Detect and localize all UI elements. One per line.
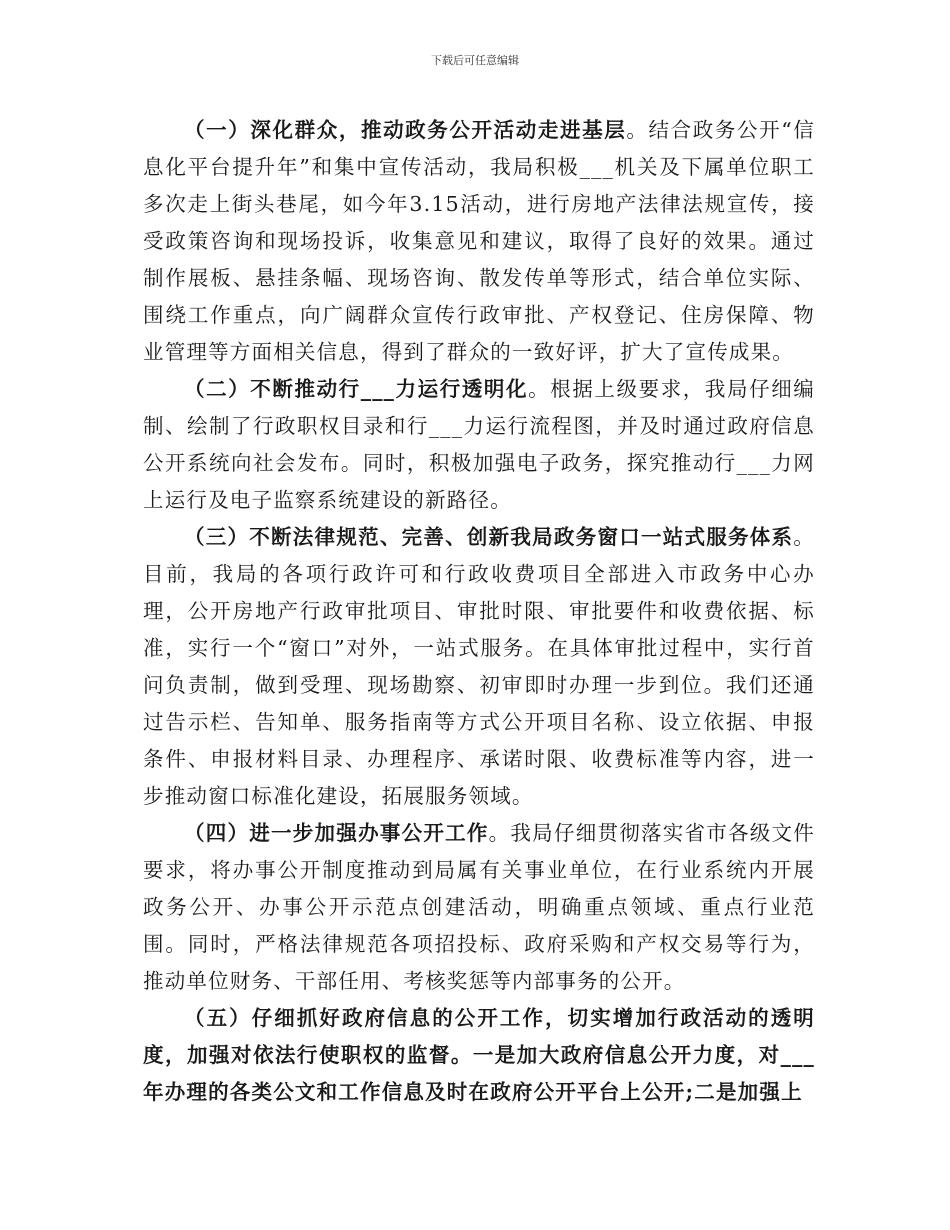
paragraph-2-heading: （二）不断推动行___力运行透明化: [184, 377, 529, 401]
paragraph-1-text: 。结合政务公开“信息化平台提升年”和集中宣传活动，我局积极___机关及下属单位职工多次走上街头巷尾，如今年3.15活动，进行房地产法律法规宣传，接受政策咨询和现场投诉，收集意见和建议，取得了良好的效果。通过制作展板、悬挂条幅、现场咨询、散发传单等形式，结合单位实际、围绕工作重点，向广阔群众宣传行政审批、产权登记、住房保障、物业管理等方面相关信息，得到了群众的一致好评，扩大了宣传成果。: [143, 118, 816, 364]
paragraph-3-text: 。目前，我局的各项行政许可和行政收费项目全部进入市政务中心办理，公开房地产行政审批项目、审批时限、审批要件和收费依据、标准，实行一个“窗口”对外，一站式服务。在具体审批过程中，实行首问负责制，做到受理、现场勘察、初审即时办理一步到位。我们还通过告示栏、告知单、服务指南等方式公开项目名称、设立依据、申报条件、申报材料目录、办理程序、承诺时限、收费标准等内容，进一步推动窗口标准化建设，拓展服务领域。: [143, 525, 815, 808]
paragraph-2: [143, 371, 815, 519]
paragraph-2-text: 。根据上级要求，我局仔细编制、绘制了行政职权目录和行___力运行流程图，并及时通过政府信息公开系统向社会发布。同时，积极加强电子政务，探究推动行___力网上运行及电子监察系统建设的新路径。: [143, 377, 815, 512]
document-body: [143, 112, 815, 1111]
paragraph-4: [143, 815, 815, 1000]
paragraph-5: （五）仔细抓好政府信息的公开工作，切实增加行政活动的透明度，加强对依法行使职权的监督。一是加大政府信息公开力度，对___年办理的各类公文和工作信息及时在政府公开平台上公开;二是加强上: [143, 1006, 815, 1104]
paragraph-1-heading: （一）深化群众，推动政务公开活动走进基层: [184, 118, 627, 142]
paragraph-3: [143, 519, 815, 815]
paragraph-4-heading: （四）进一步加强办事公开工作: [184, 821, 489, 845]
paragraph-1: [143, 112, 815, 371]
page-header-note: 下载后可任意编辑: [431, 54, 519, 67]
paragraph-3-heading: （三）不断法律规范、完善、创新我局政务窗口一站式服务体系: [184, 525, 794, 549]
paragraph-4-text: 。我局仔细贯彻落实省市各级文件要求，将办事公开制度推动到局属有关事业单位，在行业系统内开展政务公开、办事公开示范点创建活动，明确重点领域、重点行业范围。同时，严格法律规范各项招投标、政府采购和产权交易等行为，推动单位财务、干部任用、考核奖惩等内部事务的公开。: [143, 821, 815, 993]
